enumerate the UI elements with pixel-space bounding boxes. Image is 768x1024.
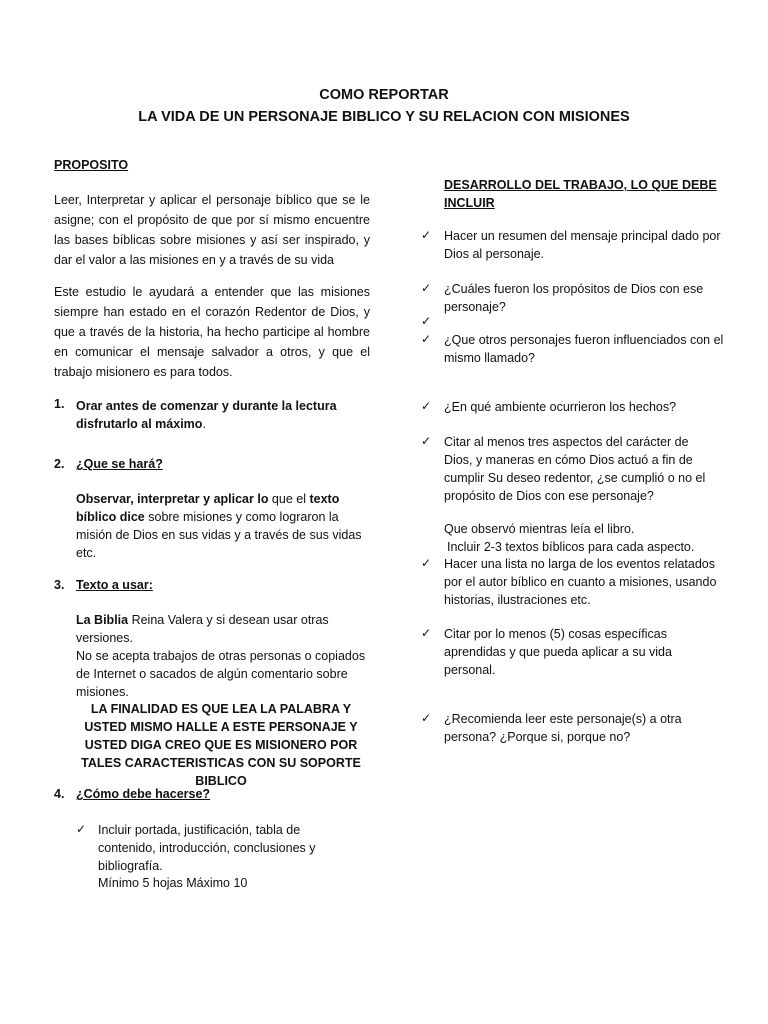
right-item-2: ¿Cuáles fueron los propósitos de Dios con ese personaje? [444, 282, 704, 314]
item-4-extra-text: Mínimo 5 hojas Máximo 10 [98, 876, 248, 890]
item-3-heading: Texto a usar: [76, 578, 153, 592]
item-2-text-2: sobre misiones y como lograron la misión de Dios en sus vidas y a través de sus vidas etc. [76, 510, 362, 560]
check-icon: ✓ [421, 434, 432, 448]
check-icon: ✓ [421, 228, 432, 242]
item-3-bold: La Biblia [76, 613, 129, 627]
right-note-1: Que observó mientras leía el libro. [444, 522, 635, 536]
check-icon: ✓ [421, 399, 432, 413]
page-subtitle: LA VIDA DE UN PERSONAJE BIBLICO Y SU RELACION CON MISIONES [138, 109, 630, 125]
proposito-paragraph-1: Leer, Interpretar y aplicar el personaje bíblico que se le asigne; con el propósito de que por sí mismo encuentre las bases bíblicas sobre misiones y así ser inspirado, y dar el valor a las misiones en y a través de su vida [54, 193, 370, 267]
proposito-heading: PROPOSITO [54, 158, 129, 172]
check-icon: ✓ [421, 281, 432, 295]
item-1-bold: Orar antes de comenzar y durante la lectura disfrutarlo al máximo [76, 399, 337, 431]
item-4-heading: ¿Cómo debe hacerse? [76, 787, 211, 801]
item-2-bold-1: Observar, interpretar y aplicar lo [76, 492, 269, 506]
check-icon: ✓ [421, 556, 432, 570]
check-icon: ✓ [421, 711, 432, 725]
item-3-body-1 [76, 611, 370, 647]
page-title: COMO REPORTAR [319, 87, 449, 103]
check-icon: ✓ [421, 314, 432, 328]
right-item-4: ¿Que otros personajes fueron influenciados con el mismo llamado? [444, 333, 724, 365]
right-item-8: Citar por lo menos (5) cosas específicas aprendidas y que pueda aplicar a su vida personal. [444, 627, 672, 677]
item-3-caps-statement: LA FINALIDAD ES QUE LEA LA PALABRA Y USTED MISMO HALLE A ESTE PERSONAJE Y USTED DIGA CREO QUE ES MISIONERO POR TALES CARACTERISTICAS CON SU SOPORTE BIBLICO [81, 702, 361, 788]
item-3-body-2: No se acepta trabajos de otras personas o copiados de Internet o sacados de algún comentario sobre misiones. [76, 649, 366, 699]
item-3-text-1: Reina Valera y si desean usar otras versiones. [76, 613, 329, 645]
right-item-9: ¿Recomienda leer este personaje(s) a otra persona? ¿Porque si, porque no? [444, 712, 682, 744]
item-2-bold-2: texto bíblico dice [76, 492, 340, 524]
right-item-5: ¿En qué ambiente ocurrieron los hechos? [444, 400, 677, 414]
right-item-6: Citar al menos tres aspectos del carácter de Dios, y maneras en cómo Dios actuó a fin de cumplir Su deseo redentor, ¿se cumplió o no el propósito de Dios con ese personaje? [444, 435, 706, 503]
item-1-text [76, 397, 366, 433]
proposito-paragraph-2: Este estudio le ayudará a entender que las misiones siempre han estado en el corazón Redentor de Dios, y que a través de la historia, ha hecho participe al hombre en comunicar el mensaje salvador a otros, y que el trabajo misionero es para todos. [54, 285, 370, 379]
item-2-number: 2. [54, 457, 65, 471]
check-icon: ✓ [421, 332, 432, 346]
item-2-body [76, 490, 366, 562]
right-heading: DESARROLLO DEL TRABAJO, LO QUE DEBE INCLUIR [444, 178, 717, 210]
item-2-heading: ¿Que se hará? [76, 457, 163, 471]
check-icon: ✓ [421, 626, 432, 640]
check-icon: ✓ [76, 822, 87, 836]
item-2-text-1: que el [268, 492, 310, 506]
right-item-7: Hacer una lista no larga de los eventos relatados por el autor bíblico en cuanto a misiones, usando historias, ilustraciones etc. [444, 557, 717, 607]
item-4-check-text: Incluir portada, justificación, tabla de contenido, introducción, conclusiones y bibliografía. [98, 823, 316, 873]
item-4-number: 4. [54, 787, 65, 801]
item-1-end: . [202, 417, 206, 431]
right-item-1: Hacer un resumen del mensaje principal dado por Dios al personaje. [444, 229, 721, 261]
item-1-number: 1. [54, 397, 65, 411]
right-note-2: Incluir 2-3 textos bíblicos para cada aspecto. [447, 540, 695, 554]
item-3-number: 3. [54, 578, 65, 592]
